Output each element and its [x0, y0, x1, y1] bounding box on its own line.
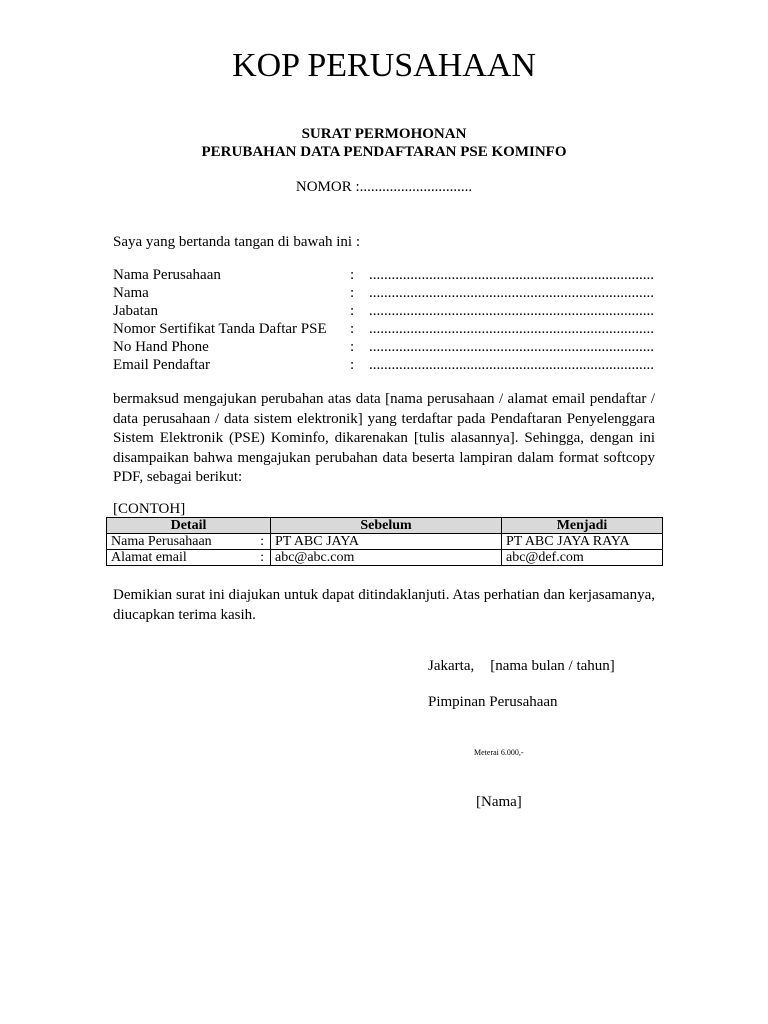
table-row	[107, 534, 663, 550]
table-header-row	[107, 518, 663, 534]
cell-after: PT ABC JAYA RAYA	[502, 534, 663, 550]
field-label: Jabatan	[113, 303, 158, 319]
letterhead-title: KOP PERUSAHAAN	[232, 47, 536, 84]
field-blank: ............................................................................	[369, 321, 654, 337]
field-row	[113, 356, 663, 374]
field-blank: ............................................................................	[369, 303, 654, 319]
column-header-before: Sebelum	[271, 518, 502, 534]
request-paragraph: bermaksud mengajukan perubahan atas data [nama perusahaan / alamat email pendaftar / data perusahaan / data sistem elektronik] yang terdaftar pada Pendaftaran Penyelenggara Sistem Elektronik (PSE) Kominfo, dikarenakan [tulis alasannya]. Sehingga, dengan ini disampaikan bahwa mengajukan perubahan data beserta lampiran dalam format softcopy PDF, sebagai berikut:	[113, 391, 655, 485]
cell-colon: :	[255, 550, 271, 566]
example-label: [CONTOH]	[113, 501, 186, 517]
column-header-detail: Detail	[107, 518, 271, 534]
field-row	[113, 302, 663, 320]
field-colon: :	[350, 357, 355, 373]
field-row	[113, 266, 663, 284]
signature-position: Pimpinan Perusahaan	[428, 694, 558, 710]
field-blank: ............................................................................	[369, 285, 654, 301]
cell-detail: Alamat email	[107, 550, 256, 566]
field-row	[113, 320, 663, 338]
field-blank: ............................................................................	[369, 357, 654, 373]
cell-before: abc@abc.com	[271, 550, 502, 566]
signature-city: Jakarta,	[428, 658, 475, 674]
letter-number: NOMOR :..............................	[295, 179, 473, 195]
field-label: Nomor Sertifikat Tanda Daftar PSE	[113, 321, 327, 337]
field-label: Email Pendaftar	[113, 357, 211, 373]
cell-colon: :	[255, 534, 271, 550]
field-colon: :	[350, 321, 355, 337]
signature-name: [Nama]	[476, 794, 522, 810]
field-blank: ............................................................................	[369, 339, 654, 355]
field-colon: :	[350, 303, 355, 319]
field-label: Nama	[113, 285, 149, 301]
letter-subtitle: PERUBAHAN DATA PENDAFTARAN PSE KOMINFO	[201, 144, 567, 160]
field-label: No Hand Phone	[113, 339, 209, 355]
field-blank: ............................................................................	[369, 267, 654, 283]
stamp-duty-note: Meterai 6.000,-	[474, 748, 524, 757]
field-colon: :	[350, 285, 355, 301]
column-header-after: Menjadi	[502, 518, 663, 534]
field-colon: :	[350, 267, 355, 283]
applicant-fields	[113, 266, 663, 374]
field-row	[113, 338, 663, 356]
cell-detail: Nama Perusahaan	[107, 534, 256, 550]
field-label: Nama Perusahaan	[113, 267, 221, 283]
signature-date: [nama bulan / tahun]	[490, 658, 615, 674]
cell-after: abc@def.com	[502, 550, 663, 566]
field-row	[113, 284, 663, 302]
change-table	[106, 517, 663, 566]
cell-before: PT ABC JAYA	[271, 534, 502, 550]
intro-text: Saya yang bertanda tangan di bawah ini :	[113, 234, 361, 250]
field-colon: :	[350, 339, 355, 355]
closing-paragraph: Demikian surat ini diajukan untuk dapat ditindaklanjuti. Atas perhatian dan kerjasamanya, diucapkan terima kasih.	[113, 587, 655, 623]
letter-title: SURAT PERMOHONAN	[301, 126, 467, 142]
table-row	[107, 550, 663, 566]
signature-date-line	[428, 657, 615, 675]
